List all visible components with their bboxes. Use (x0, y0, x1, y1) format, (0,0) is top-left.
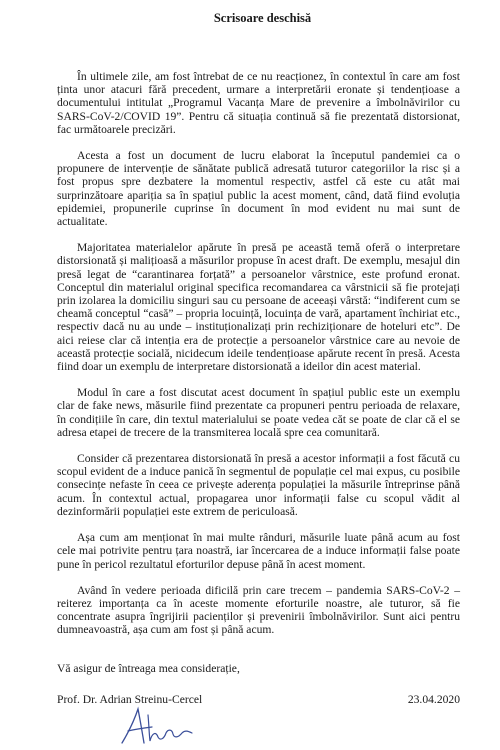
letter-title: Scrisoare deschisă (213, 11, 312, 25)
letter-date: 23.04.2020 (407, 692, 460, 706)
paragraph-2: Acesta a fost un document de lucru elaborat la începutul pandemiei ca o propunere de intervenție de sănătate publică adresată tuturor categoriilor la risc și a fost propus spre dezbatere la momentul respectiv, astfel că este cu atât mai surprinzătoare apariția sa în spațiul public la acest moment, când, dată fiind evoluția epidemiei, propunerile cuprinse în document în mod evident nu mai sunt de actualitate. (57, 149, 460, 229)
closing-line: Vă asigur de întreaga mea considerație, (57, 661, 240, 675)
handwritten-signature (118, 703, 198, 749)
paragraph-1: În ultimele zile, am fost întrebat de ce nu reacționez, în contextul în care am fost ținta unor atacuri fără precedent, urmare a interpretării eronate și tendențioase a documentului intitulat „Programul Vacanța Mare de prevenire a îmbolnăvirilor cu SARS-CoV-2/COVID 19”. Pentru că situația continuă să fie prezentată distorsionat, fac următoarele precizări. (57, 70, 460, 136)
paragraph-7: Având în vedere perioada dificilă prin care trecem – pandemia SARS-CoV-2 – reiterez importanța ca în aceste momente eforturile noastre, ale tuturor, să fie concentrate asupra îngrijirii pacienților și prevenirii îmbolnăvirilor. Sunt aici pentru dumneavoastră, așa cum am fost și până acum. (57, 583, 460, 637)
paragraph-3: Majoritatea materialelor apărute în presă pe această temă oferă o interpretare distorsionată și malițioasă a măsurilor propuse în acest draft. De exemplu, mesajul din presă legat de “carantinarea forțată” a persoanelor vârstnice, este profund eronat. Conceptul din materialul original specifica recomandarea ca vârstnicii să fie protejați prin izolarea la domiciliu singuri sau cu persoane de aceeași vârstă: “indiferent cum se cheamă conceptul “casă” – propria locuință, locuința de vară, apartament închiriat etc., respectiv dacă nu au unde – instituționalizați prin rechiziționare de hoteluri etc”. De aici reiese clar că intenția era de protecție a persoanelor vârstnice care au nevoie de această protecție socială, nicidecum ideile tendențioase apărute recent în presă. Acesta fiind doar un exemplu de interpretare distorsionată a ideilor din acest material. (57, 241, 460, 374)
author-name: Prof. Dr. Adrian Streinu-Cercel (57, 692, 203, 706)
paragraph-4: Modul în care a fost discutat acest document în spațiul public este un exemplu clar de fake news, măsurile fiind prezentate ca propuneri pentru perioada de relaxare, în condițiile în care, din textul materialului se poate vedea căt se poate de clar că el se adresa etapei de trecere de la transmiterea locală spre cea comunitară. (57, 386, 460, 439)
paragraph-5: Consider că prezentarea distorsionată în presă a acestor informații a fost făcută cu scopul evident de a induce panică în segmentul de populație cel mai expus, cu posibile consecințe nefaste în ceea ce privește aderența populației la măsurile întreprinse până acum. În contextul actual, propagarea unor informații false cu scopul vădit al dezinformării populației este extrem de periculoasă. (57, 452, 460, 518)
paragraph-6: Așa cum am menționat în mai multe rânduri, măsurile luate până acum au fost cele mai potrivite pentru țara noastră, iar încercarea de a induce informații false poate pune în pericol rezultatul eforturilor depuse până în acest moment. (57, 531, 460, 571)
